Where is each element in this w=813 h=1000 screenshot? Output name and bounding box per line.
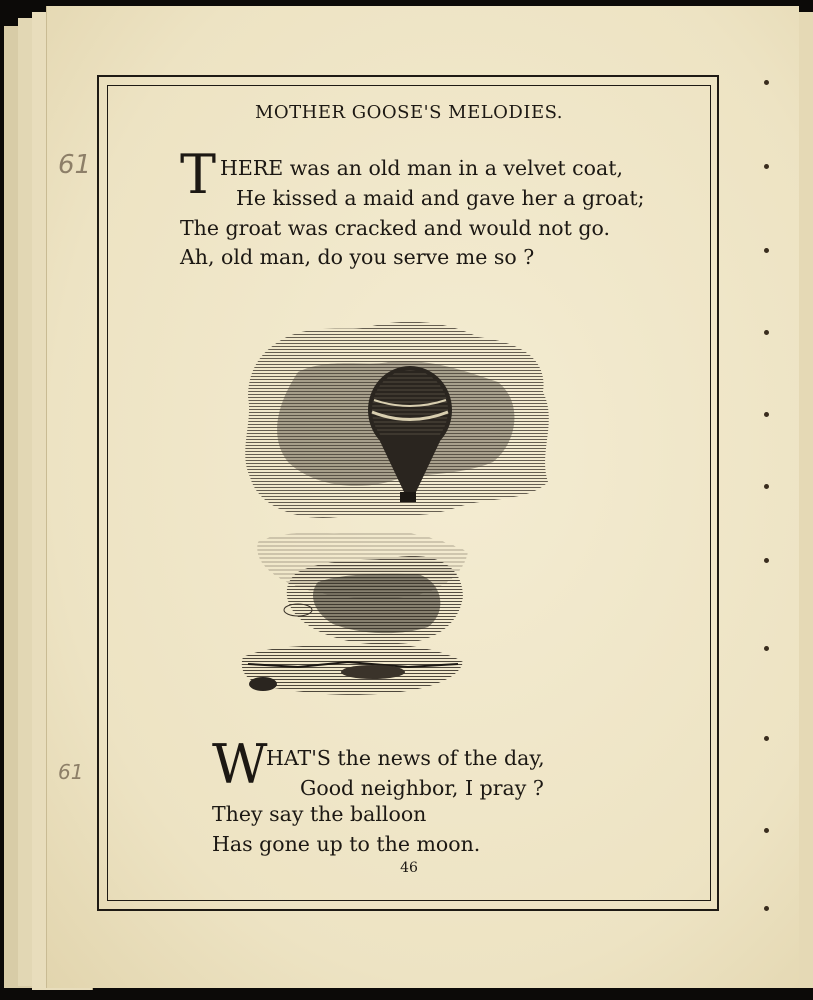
verse-line: He kissed a maid and gave her a groat; bbox=[236, 186, 645, 210]
balloon-illustration bbox=[238, 312, 558, 704]
drop-cap: T bbox=[180, 143, 217, 206]
page-number: 46 bbox=[400, 860, 418, 876]
verse-line: Ah, old man, do you serve me so ? bbox=[180, 245, 535, 269]
verse-balloon bbox=[212, 733, 632, 870]
verse-line: HAT'S the news of the day, bbox=[266, 746, 545, 770]
running-header: MOTHER GOOSE'S MELODIES. bbox=[254, 102, 564, 123]
sewing-holes bbox=[764, 0, 776, 1000]
facing-page-edge bbox=[798, 12, 813, 988]
verse-line: HERE was an old man in a velvet coat, bbox=[220, 156, 623, 180]
verse-line: Has gone up to the moon. bbox=[212, 832, 481, 856]
verse-old-man bbox=[180, 143, 700, 280]
drop-cap: W bbox=[212, 733, 268, 796]
verse-line: Good neighbor, I pray ? bbox=[300, 776, 544, 800]
verse-line: The groat was cracked and would not go. bbox=[180, 216, 611, 240]
verse-line: They say the balloon bbox=[212, 802, 427, 826]
margin-pencil-note: 61 bbox=[58, 760, 84, 784]
margin-pencil-note: 61 bbox=[58, 150, 92, 180]
